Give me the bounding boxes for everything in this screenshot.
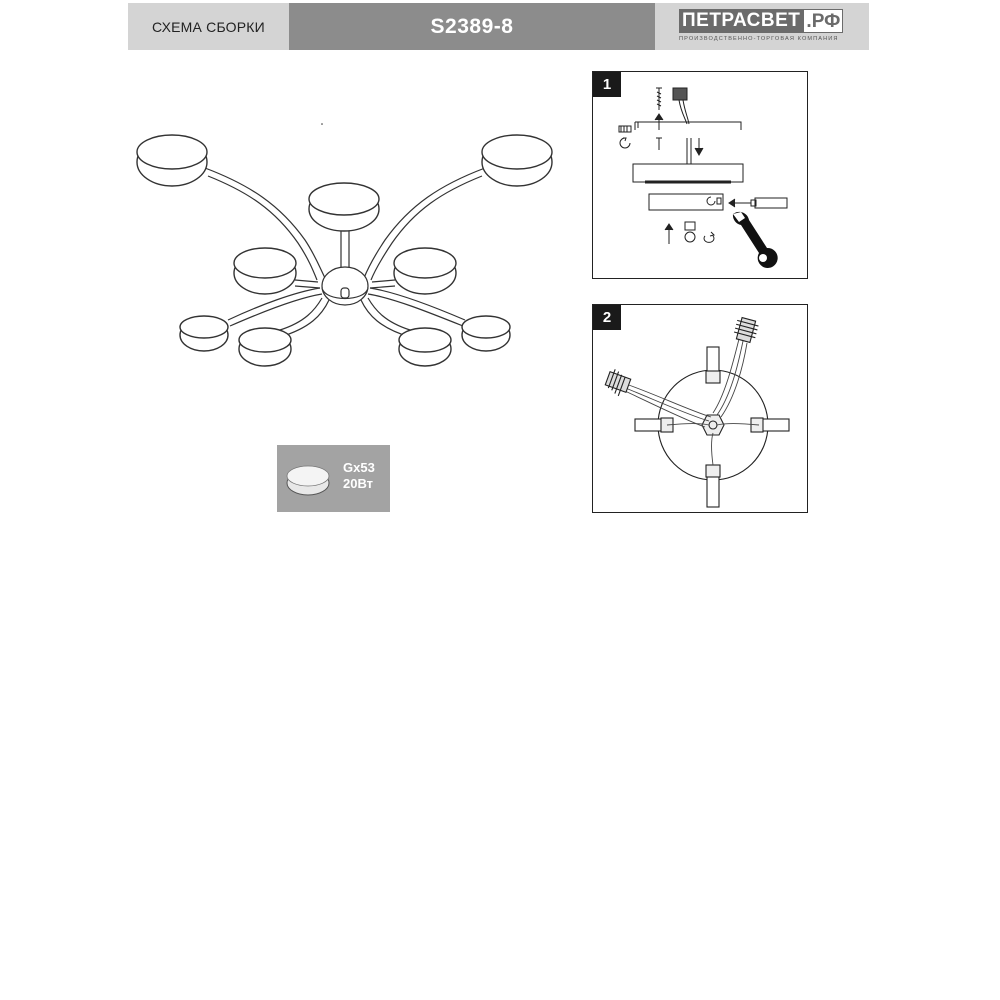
bolt-icon — [619, 126, 631, 148]
logo-main-text: ПЕТРАСВЕТ — [679, 9, 803, 33]
arm-outer-left — [228, 288, 322, 326]
section-title: СХЕМА СБОРКИ — [152, 18, 265, 35]
mounting-bracket — [635, 122, 741, 130]
step-2-diagram — [593, 305, 807, 512]
lamp-mid-left — [234, 248, 296, 294]
step-2-panel — [592, 304, 808, 513]
lamp-socket: Gx53 — [343, 460, 375, 475]
step-1-diagram — [593, 72, 807, 278]
header-bar — [128, 3, 869, 50]
arm-lower-right — [361, 298, 410, 337]
nut-top — [706, 371, 720, 383]
logo-wordmark — [679, 9, 843, 33]
model-number: S2389-8 — [430, 14, 514, 38]
arm-inner-left — [295, 280, 320, 288]
lamp-low-left — [180, 316, 228, 351]
lamp-low-right — [462, 316, 510, 351]
center-nut — [702, 415, 724, 435]
small-screw-icon — [656, 138, 662, 150]
model-box — [289, 3, 655, 50]
lamp-bottom-left — [239, 328, 291, 366]
rotate-icon — [704, 232, 714, 242]
step-1-panel — [592, 71, 808, 279]
chandelier-drawing — [130, 110, 560, 390]
cylinder-icon — [751, 198, 787, 208]
lamp-top-right — [482, 135, 552, 186]
arrow-down-icon — [695, 138, 703, 155]
arrow-left-icon — [729, 199, 751, 207]
arm-stub-bottom — [707, 475, 719, 507]
wire-connector-top-icon — [734, 318, 758, 343]
section-title-box — [128, 3, 289, 50]
step-2-number: 2 — [593, 305, 621, 330]
wrench-icon — [733, 212, 778, 268]
brand-logo — [655, 3, 869, 50]
gx53-lamp-icon — [277, 445, 337, 512]
lamp-top-left — [137, 135, 207, 186]
bulb-icon — [685, 222, 695, 242]
lamp-spec-text — [343, 460, 375, 492]
arrow-up-small-icon — [665, 224, 673, 244]
lamp-spec-box — [277, 445, 390, 512]
lamp-top-center — [309, 183, 379, 231]
arm-inner-right — [370, 280, 395, 288]
step-1-number: 1 — [593, 72, 621, 97]
lamp-power: 20Вт — [343, 476, 374, 491]
nut-bottom — [706, 465, 720, 477]
lamp-mid-right — [394, 248, 456, 294]
base-plate-icon — [649, 194, 723, 210]
screw-icon — [656, 88, 662, 110]
lamp-bottom-right — [399, 328, 451, 366]
canopy-icon — [633, 138, 743, 182]
terminal-block-icon — [673, 88, 689, 124]
central-hub — [322, 267, 368, 305]
logo-suffix-text: .РФ — [803, 9, 843, 33]
logo-tagline: ПРОИЗВОДСТВЕННО-ТОРГОВАЯ КОМПАНИЯ — [679, 36, 839, 42]
